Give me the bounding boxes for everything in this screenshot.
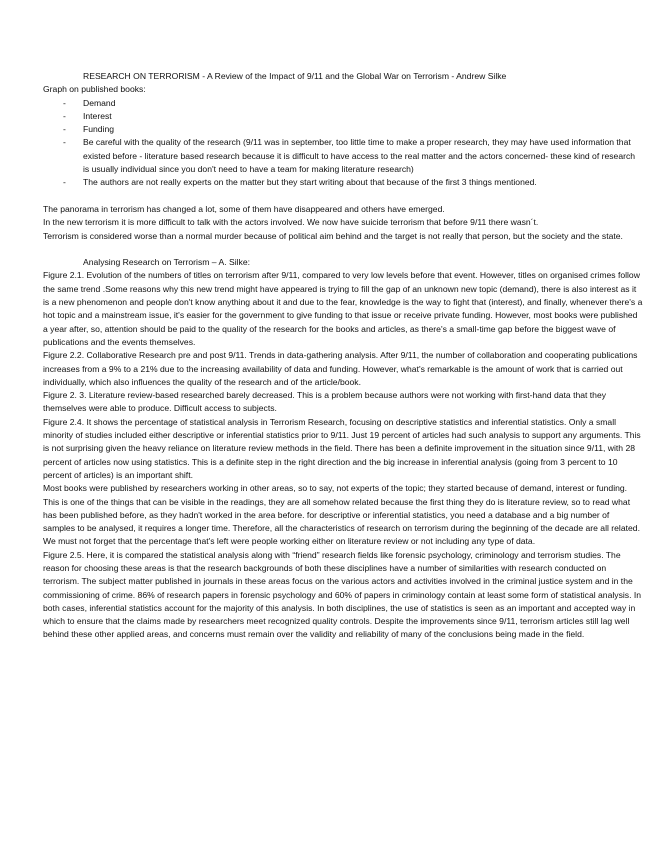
list-item-text: Demand — [83, 97, 116, 108]
spacer — [43, 190, 643, 203]
list-item — [43, 176, 643, 189]
paragraph: Most books were published by researchers working in other areas, so to say, not experts of the topic; they started because of demand, interest or funding. This is one of the things that can be visible in the readings, they are all somehow related because the first thing they do is literature review, so to read what has been published before, as they hadn't worked in the area before. for descriptive or inferential statistics, you need a database and a big number of samples to be analysed, it requires a longer time. Therefore, all the characteristics of research on terrorism during the beginning of the decade are all related. We must not forget that the percentage that's left were people working either on literature review or not including any type of data. — [43, 483, 640, 547]
list-item — [43, 123, 643, 136]
document-title: RESEARCH ON TERRORISM - A Review of the Impact of 9/11 and the Global War on Terrorism - Andrew Silke — [83, 71, 507, 81]
section-heading: Analysing Research on Terrorism – A. Silke: — [83, 257, 251, 268]
list-item-text: Be careful with the quality of the research (9/11 was in september, too little time to make a proper research, they may have used information that existed before - literature based research because it is difficult to have access to the real matter and the actors concerned- these kind of research is usually individual since you don't need to have a team for making literature research) — [83, 137, 636, 175]
bullet-marker: - — [63, 110, 66, 121]
paragraph: The panorama in terrorism has changed a lot, some of them have disappeared and others have emerged. — [43, 203, 445, 214]
spacer — [43, 243, 643, 256]
list-item — [43, 136, 643, 176]
bullet-marker: - — [63, 97, 66, 108]
bullet-list — [43, 97, 643, 190]
paragraph: Figure 2.4. It shows the percentage of statistical analysis in Terrorism Research, focusing on descriptive statistics and inferential statistics. Only a small minority of studies included either descriptive or inferential statistics prior to 9/11. Just 19 percent of articles had such analysis to support any arguments. This is not surprising given the heavy reliance on literature review methods in the field. There has been a definite improvement in the situation since 9/11, with 28 percent of articles now using statistics. This is a definite step in the right direction and the big increase in inferential analysis (going from 3 percent to 10 percent of articles) is an important shift. — [43, 416, 641, 480]
paragraph: Figure 2.5. Here, it is compared the statistical analysis along with “friend” research fields like forensic psychology, criminology and terrorism studies. The reason for choosing these areas is that the research backgrounds of both these disciplines have a number of similarities with research conducted on terrorism. The subject matter published in journals in these areas focus on the various actors and activities involved in the criminal justice system and in the commissioning of crime. 86% of research papers in forensic psychology and 60% of papers in criminology contain at least some form of statistical analysis. In both cases, inferential statistics account for the majority of this analysis. In both disciplines, the use of statistics is seen as an important and accepted way in which to ensure that the claims made by researchers meet recognized quality controls. Despite the improvements since 9/11, terrorism articles still lag well behind these other applied areas, and concerns must remain over the validity and reliability of many of the conclusions being made in the field. — [43, 549, 642, 640]
list-item-text: The authors are not really experts on the matter but they start writing about that because of the first 3 things mentioned. — [83, 177, 537, 188]
graph-heading: Graph on published books: — [43, 84, 146, 95]
bullet-marker: - — [63, 177, 66, 188]
paragraph: Figure 2. 3. Literature review-based researched barely decreased. This is a problem because authors were not working with first-hand data that they themselves were able to produce. Difficult access to subjects. — [43, 390, 607, 414]
bullet-marker: - — [63, 137, 66, 148]
list-item-text: Funding — [83, 124, 115, 135]
paragraph: Figure 2.2. Collaborative Research pre and post 9/11. Trends in data-gathering analysis. After 9/11, the number of collaboration and cooperating publications increases from a 9% to a 21% due to the increasing availability of data and funding. However, what's remarkable is the amount of work that is carried out individually, which also influences the quality of the research and of the article/book. — [43, 350, 638, 387]
list-item-text: Interest — [83, 110, 112, 121]
bullet-marker: - — [63, 124, 66, 135]
document-body — [43, 70, 643, 642]
paragraph: Figure 2.1. Evolution of the numbers of titles on terrorism after 9/11, compared to very low levels before that event. However, titles on organised crimes follow the same trend .Some reasons why this new trend might have appeared is trying to fill the gap of an unknown new topic (demand), there is also interest as it is a new phenomenon and people don't know anything about it and due to the fear, knowledge is the way to fight that (interest), and finally, whenever there's a hot topic and a mainstream issue, it's easier for the government to give funding to that issue or receive private funding. However, most books were published a year after, so, attention should be paid to the quality of the research for the books and articles, as there's a small-time gap before the biggest wave of publications and the events themselves. — [43, 270, 643, 347]
paragraph: In the new terrorism it is more difficult to talk with the actors involved. We now have suicide terrorism that before 9/11 there wasn´t. — [43, 217, 539, 228]
list-item — [43, 97, 643, 110]
list-item — [43, 110, 643, 123]
paragraph: Terrorism is considered worse than a normal murder because of political aim behind and the target is not really that person, but the society and the state. — [43, 230, 623, 241]
